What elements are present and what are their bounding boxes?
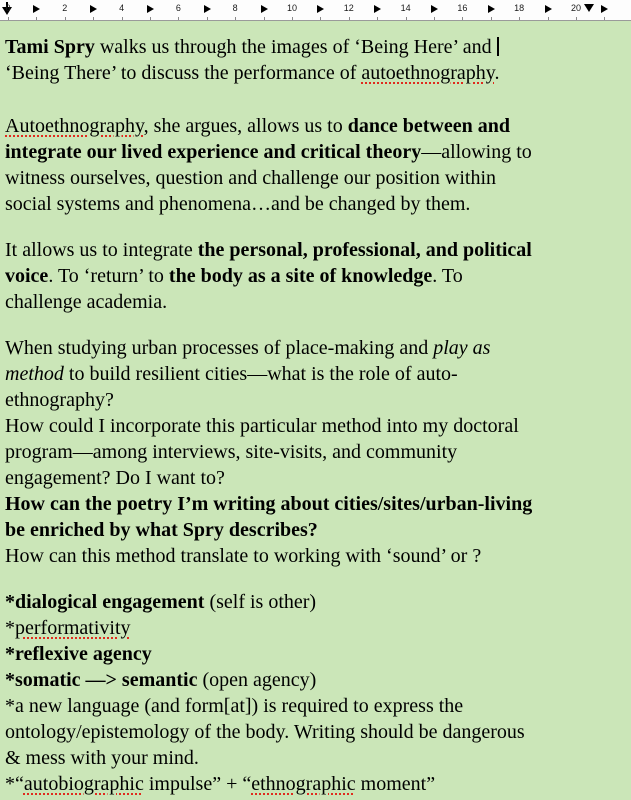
text-run: ethnography? bbox=[5, 389, 114, 411]
ruler-tick bbox=[576, 17, 577, 20]
ruler-number: 8 bbox=[232, 3, 238, 13]
text-run: walks us through the images of ‘Being Here’ and bbox=[94, 36, 497, 58]
text-line bbox=[5, 491, 625, 517]
text-line bbox=[5, 335, 625, 361]
text-run: impulse” + “ bbox=[143, 773, 252, 795]
right-margin-marker-icon[interactable] bbox=[584, 4, 594, 12]
text-line bbox=[5, 165, 625, 191]
tab-stop-icon[interactable] bbox=[488, 5, 495, 13]
ruler-tick bbox=[8, 17, 9, 20]
tab-stop-icon[interactable] bbox=[204, 5, 211, 13]
ruler-number: 6 bbox=[175, 3, 181, 13]
text-line bbox=[5, 113, 625, 139]
ruler-number: 18 bbox=[514, 3, 525, 13]
paragraph bbox=[5, 237, 625, 315]
ruler-tick bbox=[320, 17, 321, 20]
text-run: to build resilient cities—what is the role of auto- bbox=[63, 363, 458, 385]
paragraph bbox=[5, 113, 625, 217]
text-run: When studying urban processes of place-making and bbox=[5, 337, 434, 359]
text-run: *reflexive agency bbox=[5, 643, 152, 665]
misspelled-text-run: autobiographic bbox=[23, 773, 144, 795]
text-line bbox=[5, 139, 625, 165]
paragraph bbox=[5, 34, 625, 86]
text-run: be enriched by what Spry describes? bbox=[5, 519, 318, 541]
text-line bbox=[5, 641, 625, 667]
text-run: moment” bbox=[355, 773, 436, 795]
ruler-tick bbox=[65, 17, 66, 20]
text-line bbox=[5, 413, 625, 439]
ruler-tick bbox=[349, 17, 350, 20]
text-run: *somatic —> semantic bbox=[5, 669, 198, 691]
tab-stop-icon[interactable] bbox=[33, 5, 40, 13]
ruler-number: 12 bbox=[343, 3, 354, 13]
text-line bbox=[5, 543, 625, 569]
ruler-tick bbox=[548, 17, 549, 20]
tab-stop-icon[interactable] bbox=[431, 5, 438, 13]
text-run: *a new language (and form[at]) is required to express the bbox=[5, 695, 464, 717]
misspelled-text-run: Autoethnography bbox=[5, 115, 144, 137]
document-area[interactable] bbox=[0, 21, 631, 797]
text-run: play as bbox=[433, 337, 491, 359]
ruler-number: 4 bbox=[119, 3, 125, 13]
tab-stop-icon[interactable] bbox=[601, 5, 608, 13]
ruler[interactable] bbox=[0, 0, 631, 21]
ruler-tick bbox=[264, 17, 265, 20]
text-run: social systems and phenomena…and be changed by them. bbox=[5, 193, 471, 215]
text-run: integrate our lived experience and critical theory bbox=[5, 141, 422, 163]
ruler-tick bbox=[93, 17, 94, 20]
ruler-tick bbox=[178, 17, 179, 20]
ruler-number: 20 bbox=[570, 3, 582, 13]
misspelled-text-run: ethnographic bbox=[251, 773, 356, 795]
text-line bbox=[5, 719, 625, 745]
text-run: (self is other) bbox=[204, 591, 317, 613]
ruler-tick bbox=[604, 17, 605, 20]
text-line bbox=[5, 745, 625, 771]
text-line bbox=[5, 60, 625, 86]
text-run: engagement? Do I want to? bbox=[5, 467, 225, 489]
text-run: How can this method translate to working with ‘sound’ or ? bbox=[5, 545, 482, 567]
text-line bbox=[5, 237, 625, 263]
misspelled-text-run: performativity bbox=[15, 617, 131, 639]
text-run: voice bbox=[5, 265, 49, 287]
text-run: . To bbox=[432, 265, 463, 287]
tab-stop-icon[interactable] bbox=[90, 5, 97, 13]
text-insertion-cursor bbox=[497, 37, 499, 56]
text-run: the body as a site of knowledge bbox=[168, 265, 433, 287]
tab-stop-icon[interactable] bbox=[545, 5, 552, 13]
text-line bbox=[5, 387, 625, 413]
text-line bbox=[5, 615, 625, 641]
text-run: ‘Being There’ to discuss the performance of bbox=[5, 62, 362, 84]
text-run: the personal, professional, and political bbox=[197, 239, 532, 261]
text-run: Tami Spry bbox=[5, 36, 95, 58]
tab-stop-icon[interactable] bbox=[261, 5, 268, 13]
text-run: It allows us to integrate bbox=[5, 239, 198, 261]
text-line bbox=[5, 589, 625, 615]
text-run: How could I incorporate this particular method into my doctoral bbox=[5, 415, 519, 437]
text-line bbox=[5, 361, 625, 387]
paragraph bbox=[5, 335, 625, 569]
text-run: *“ bbox=[5, 773, 24, 795]
text-run: How can the poetry I’m writing about cities/sites/urban-living bbox=[5, 493, 533, 515]
text-run: —allowing to bbox=[421, 141, 532, 163]
text-run: program—among interviews, site-visits, and community bbox=[5, 441, 458, 463]
ruler-number: 14 bbox=[400, 3, 411, 13]
text-run: (open agency) bbox=[197, 669, 317, 691]
ruler-tick bbox=[150, 17, 151, 20]
text-run: . To ‘return’ to bbox=[48, 265, 169, 287]
text-line bbox=[5, 465, 625, 491]
text-line bbox=[5, 439, 625, 465]
ruler-tick bbox=[207, 17, 208, 20]
ruler-tick bbox=[235, 17, 236, 20]
ruler-tick bbox=[122, 17, 123, 20]
ruler-tick bbox=[462, 17, 463, 20]
text-run: *dialogical engagement bbox=[5, 591, 205, 613]
text-run: & mess with your mind. bbox=[5, 747, 199, 769]
text-run: witness ourselves, question and challenge our position within bbox=[5, 167, 497, 189]
ruler-number: 10 bbox=[286, 3, 298, 13]
ruler-number: 0 bbox=[5, 3, 11, 13]
text-line bbox=[5, 667, 625, 693]
ruler-number: 2 bbox=[62, 3, 68, 13]
tab-stop-icon[interactable] bbox=[317, 5, 324, 13]
paragraph bbox=[5, 589, 625, 797]
ruler-tick bbox=[36, 17, 37, 20]
text-line bbox=[5, 771, 625, 797]
text-line bbox=[5, 693, 625, 719]
ruler-tick bbox=[519, 17, 520, 20]
text-line bbox=[5, 289, 625, 315]
text-run: , she argues, allows us to bbox=[143, 115, 348, 137]
ruler-tick bbox=[292, 17, 293, 20]
ruler-tick bbox=[434, 17, 435, 20]
misspelled-text-run: autoethnography bbox=[361, 62, 495, 84]
text-run: challenge academia. bbox=[5, 291, 168, 313]
tab-stop-icon[interactable] bbox=[147, 5, 154, 13]
ruler-tick bbox=[491, 17, 492, 20]
text-run: ontology/epistemology of the body. Writing should be dangerous bbox=[5, 721, 525, 743]
text-run: * bbox=[5, 617, 15, 639]
ruler-tick bbox=[406, 17, 407, 20]
text-run: method bbox=[5, 363, 64, 385]
tab-stop-icon[interactable] bbox=[374, 5, 381, 13]
text-line bbox=[5, 517, 625, 543]
text-run: . bbox=[494, 62, 500, 84]
ruler-number: 16 bbox=[457, 3, 468, 13]
text-line bbox=[5, 34, 625, 60]
text-line bbox=[5, 263, 625, 289]
ruler-tick bbox=[377, 17, 378, 20]
text-line bbox=[5, 191, 625, 217]
text-run: dance between and bbox=[347, 115, 510, 137]
